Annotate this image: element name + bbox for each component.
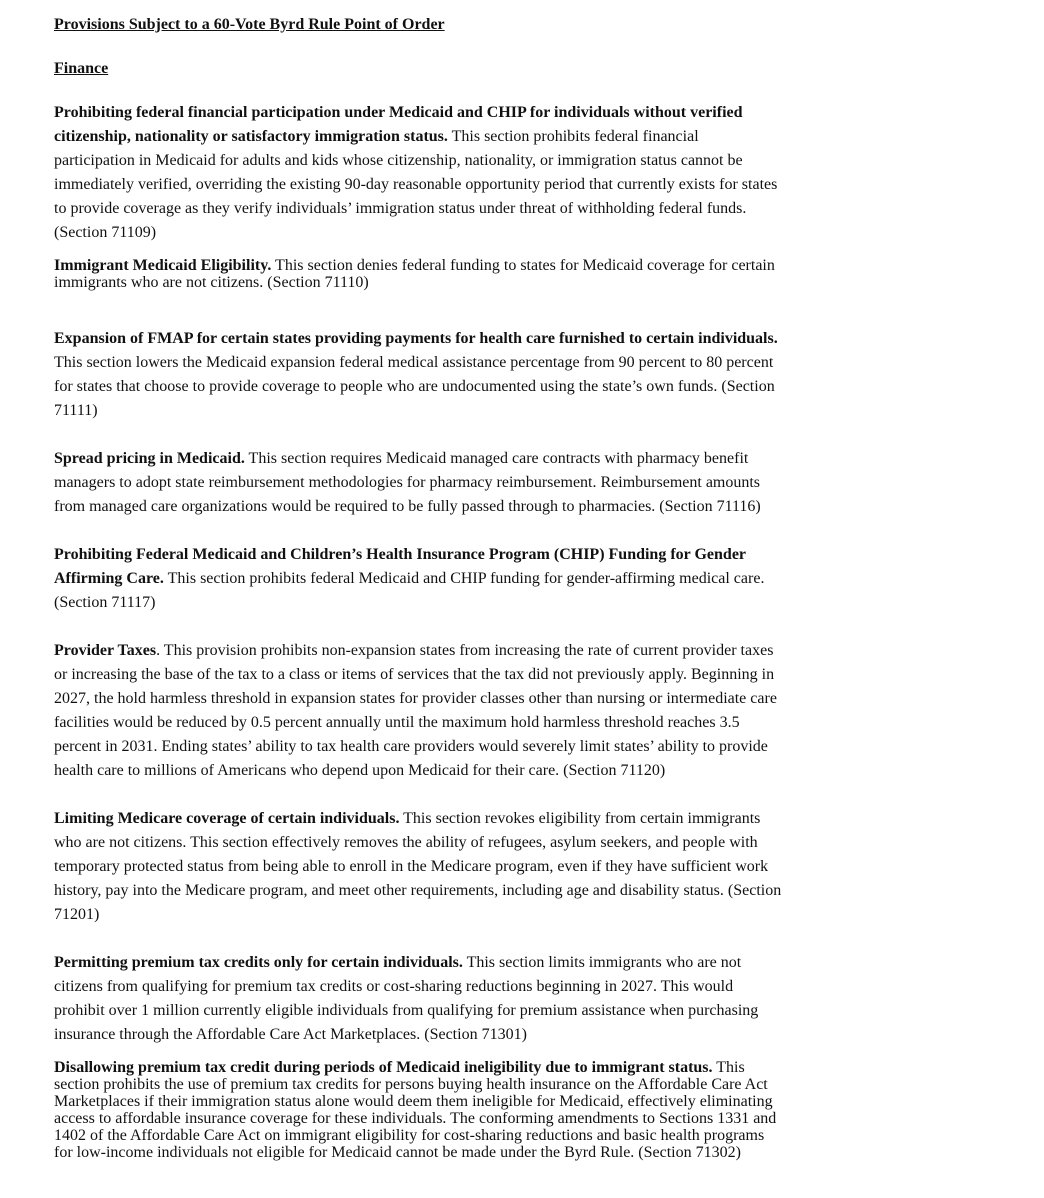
provision-body: This section prohibits federal financial participation in Medicaid for adults and kids whose citizenship, nationality, or immigration status cannot be immediately verified, overriding the existing 90-day reasonable opportunity period that currently exists for states to provide coverage as they verify individuals’ immigration status under threat of withholding federal funds. (Section 71109) <box>54 128 778 241</box>
provision-item <box>54 1059 782 1161</box>
provision-title: Spread pricing in Medicaid. <box>54 450 245 467</box>
provision-body: This section denies federal funding to states for Medicaid coverage for certain immigrants who are not citizens. (Section 71110) <box>54 257 775 291</box>
provision-body: This section limits immigrants who are not citizens from qualifying for premium tax credits or cost-sharing reductions beginning in 2027. This would prohibit over 1 million currently eligible individuals from qualifying for premium assistance when purchasing insurance through the Affordable Care Act Marketplaces. (Section 71301) <box>54 954 759 1043</box>
provision-title: Expansion of FMAP for certain states providing payments for health care furnished to certain individuals. <box>54 330 778 347</box>
provision-title: Disallowing premium tax credit during periods of Medicaid ineligibility due to immigrant status. <box>54 1059 713 1076</box>
provision-title: Prohibiting federal financial participation under Medicaid and CHIP for individuals without verified citizenship, nationality or satisfactory immigration status. <box>54 104 743 145</box>
section-heading-finance: Finance <box>54 60 109 77</box>
provision-body: This section prohibits federal Medicaid and CHIP funding for gender-affirming medical care. (Section 71117) <box>54 570 765 611</box>
provision-item <box>54 101 782 245</box>
provision-body: This section requires Medicaid managed care contracts with pharmacy benefit managers to adopt state reimbursement methodologies for pharmacy reimbursement. Reimbursement amounts from managed care organizations would be required to be fully passed through to pharmacies. (Section 71116) <box>54 450 761 515</box>
provision-body: This section prohibits the use of premium tax credits for persons buying health insurance on the Affordable Care Act Marketplaces if their immigration status alone would deem them ineligible for Medicaid, effectively eliminating access to affordable insurance coverage for these individuals. The conforming amendments to Sections 1331 and 1402 of the Affordable Care Act on immigrant eligibility for cost-sharing reductions and basic health programs for low-income individuals not eligible for Medicaid cannot be made under the Byrd Rule. (Section 71302) <box>54 1059 777 1161</box>
provision-body: This section lowers the Medicaid expansion federal medical assistance percentage from 90 percent to 80 percent for states that choose to provide coverage to people who are undocumented using the state’s own funds. (Section 71111) <box>54 354 775 419</box>
provision-item <box>54 639 782 783</box>
provision-item <box>54 257 782 291</box>
document-heading: Provisions Subject to a 60-Vote Byrd Rule Point of Order <box>54 16 445 33</box>
provision-item <box>54 447 782 519</box>
provision-title: Prohibiting Federal Medicaid and Children’s Health Insurance Program (CHIP) Funding for Gender Affirming Care. <box>54 546 746 587</box>
provision-item <box>54 951 782 1047</box>
provision-item <box>54 327 782 423</box>
provision-body: . This provision prohibits non-expansion states from increasing the rate of current provider taxes or increasing the base of the tax to a class or items of services that the tax did not previously apply. Beginning in 2027, the hold harmless threshold in expansion states for provider classes other than nursing or intermediate care facilities would be reduced by 0.5 percent annually until the maximum hold harmless threshold reaches 3.5 percent in 2031. Ending states’ ability to tax health care providers would severely limit states’ ability to provide health care to millions of Americans who depend upon Medicaid for their care. (Section 71120) <box>54 642 777 779</box>
provision-title: Permitting premium tax credits only for certain individuals. <box>54 954 463 971</box>
provision-item <box>54 807 782 927</box>
provision-title: Provider Taxes <box>54 642 157 659</box>
provision-title: Immigrant Medicaid Eligibility. <box>54 257 272 274</box>
provision-body: This section revokes eligibility from certain immigrants who are not citizens. This section effectively removes the ability of refugees, asylum seekers, and people with temporary protected status from being able to enroll in the Medicare program, even if they have sufficient work history, pay into the Medicare program, and meet other requirements, including age and disability status. (Section 71201) <box>54 810 782 923</box>
provision-title: Limiting Medicare coverage of certain individuals. <box>54 810 400 827</box>
provision-item <box>54 543 782 615</box>
document-page <box>54 15 782 1161</box>
